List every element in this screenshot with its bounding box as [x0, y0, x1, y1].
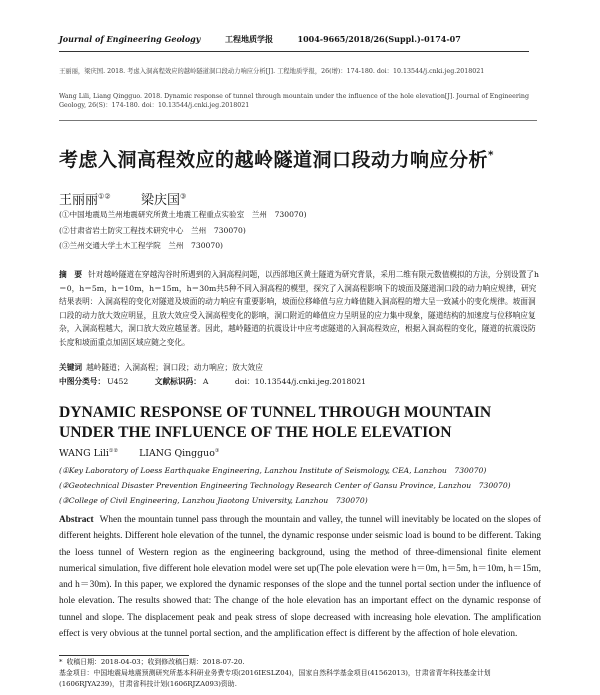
citation-rule [59, 120, 537, 121]
citation-cn: 王丽丽，梁庆国. 2018. 考虑入洞高程效应的越岭隧道洞口段动力响应分析[J]. 工程地质学报，26(增)：174-180. doi：10.13544/j.cnki.jeg.2018021 [59, 68, 485, 75]
affiliation-cn: (③兰州交通大学土木工程学院 兰州 730070) [59, 241, 224, 250]
abstract-cn-label: 摘 要 [59, 270, 83, 279]
doi-value: 10.13544/j.cnki.jeg.2018021 [254, 377, 367, 386]
author-en-1: WANG Lili [59, 448, 109, 460]
author-en-2-affil: ③ [214, 448, 220, 454]
footnote-rule [59, 655, 189, 656]
affiliations-cn [59, 207, 307, 254]
affiliations-en [59, 463, 511, 508]
classification-line [59, 376, 541, 387]
abstract-cn-text: 针对越岭隧道在穿越沟谷时所遇到的入洞高程问题，以西部地区黄土隧道为研究背景，采用二维有限元数值模拟的方法，分别设置了h＝0，h＝5m，h＝10m，h＝15m，h＝30m共5种不同入洞高程的模型，探究了入洞高程影响下的坡面及隧道洞口段的动力响应规律，研究结果表明：入洞高程的变化对隧道及坡面的动力响应有重要影响，坡面位移峰值与应力峰值随入洞高程的增大呈一致减小的变化规律。坡面洞口段的动力放大效应明显，且放大效应受入洞高程变化的影响，洞口附近的峰值应力呈明显的应力集中现象，隧道结构的加速度与位移响应复杂，入洞高程越大，洞口放大效应越显著。因此，越岭隧道的抗震设计中应考虑隧道的入洞高程效应，根据入洞高程的变化，隧道的抗震设防长度和坡面重点加固区域应随之变化。 [59, 270, 539, 347]
footnote-mark: * [59, 658, 63, 666]
keywords-cn-label: 关键词 [59, 363, 83, 372]
footnote-received [59, 657, 549, 668]
clc-value: U452 [107, 377, 129, 386]
abstract-en-label: Abstract [59, 515, 94, 525]
author-en-2: LIANG Qingguo [139, 448, 215, 460]
clc-label: 中图分类号： [59, 377, 106, 386]
abstract-en [59, 512, 541, 642]
running-header [59, 34, 529, 48]
journal-name-cn: 工程地质学报 [224, 34, 273, 44]
footnote-funding: 基金项目：中国地震局地震预测研究所基本科研业务费专项(2016IESLZ04)，国家自然科学基金项目(41562013)，甘肃省青年科技基金计划(1606RJYA239)，甘肃省科技计划(1606RJZA093)资助. [59, 669, 491, 688]
affiliation-en: (③College of Civil Engineering, Lanzhou Jiaotong University, Lanzhou 730070) [59, 496, 368, 505]
author-cn-2-affil: ③ [179, 191, 187, 201]
abstract-en-text: When the mountain tunnel pass through the mountain and valley, the tunnel will inevitably be located on the slopes of different heights. Different hole elevation of the tunnel, the dynamic response under seismic load is bound to be different. Taking the loess tunnel of Western region as the engineering background, using the method of three-dimensional finite element numerical simulation, five different hole elevation model were set up(The pole elevation were h＝0m, h＝5m, h＝10m, h＝15m, and h＝30m). In this paper, we explored the dynamic responses of the slope and the tunnel portal section under the influence of hole elevation. The results showed that: The change of the hole elevation has an important effect on the dynamic response of tunnel and slope. The displacement peak and peak stress of slope decreased with increasing hole elevation. The amplification effect is very obvious at the tunnel portal section, and the amplification effect is different by the affection of hole elevation. [59, 515, 541, 640]
authors-cn [59, 189, 186, 208]
affiliation-cn: (①中国地震局兰州地震研究所黄土地震工程重点实验室 兰州 730070) [59, 210, 307, 219]
author-cn-1: 王丽丽 [59, 193, 99, 208]
doc-code-label: 文献标识码： [154, 377, 201, 386]
article-title-en: DYNAMIC RESPONSE OF TUNNEL THROUGH MOUNTAIN UNDER THE INFLUENCE OF THE HOLE ELEVATION [59, 404, 492, 441]
title-cn-footnote-mark: * [488, 149, 494, 162]
affiliation-cn: (②甘肃省岩土防灾工程技术研究中心 兰州 730070) [59, 225, 246, 235]
title-cn-text: 考虑入洞高程效应的越岭隧道洞口段动力响应分析 [59, 149, 489, 171]
doi-label: doi： [234, 377, 255, 386]
author-cn-2: 梁庆国 [140, 193, 180, 208]
journal-name: Journal of Engineering Geology [59, 34, 201, 44]
affiliation-en: (②Geotechnical Disaster Prevention Engineering Technology Research Center of Gansu Province, Lanzhou 730070) [59, 481, 511, 490]
issn-code: 1004-9665/2018/26(Suppl.)-0174-07 [297, 34, 461, 44]
footnote [59, 657, 549, 690]
author-en-1-affil: ①② [108, 448, 119, 454]
received-date: 收稿日期：2018-04-03；收到修改稿日期：2018-07-20. [66, 658, 245, 666]
header-rule [59, 51, 529, 52]
citation-en: Wang Lili, Liang Qingguo. 2018. Dynamic response of tunnel through mountain under the influence of the hole elevation[J]. Journal of Engineering Geology, 26(S)：174-180. doi：10.13544/j.cnki.jeg.2018021 [59, 93, 529, 109]
keywords-cn [59, 362, 541, 373]
authors-en [59, 448, 219, 459]
doc-code-value: A [202, 377, 209, 386]
abstract-cn [59, 268, 541, 350]
affiliation-en: (①Key Laboratory of Loess Earthquake Engineering, Lanzhou Institute of Seismology, CEA, Lanzhou 730070) [59, 466, 487, 475]
article-title-cn [59, 145, 539, 172]
keywords-cn-text: 越岭隧道；入洞高程；洞口段；动力响应；放大效应 [86, 363, 263, 372]
author-cn-1-affil: ①② [98, 191, 111, 201]
